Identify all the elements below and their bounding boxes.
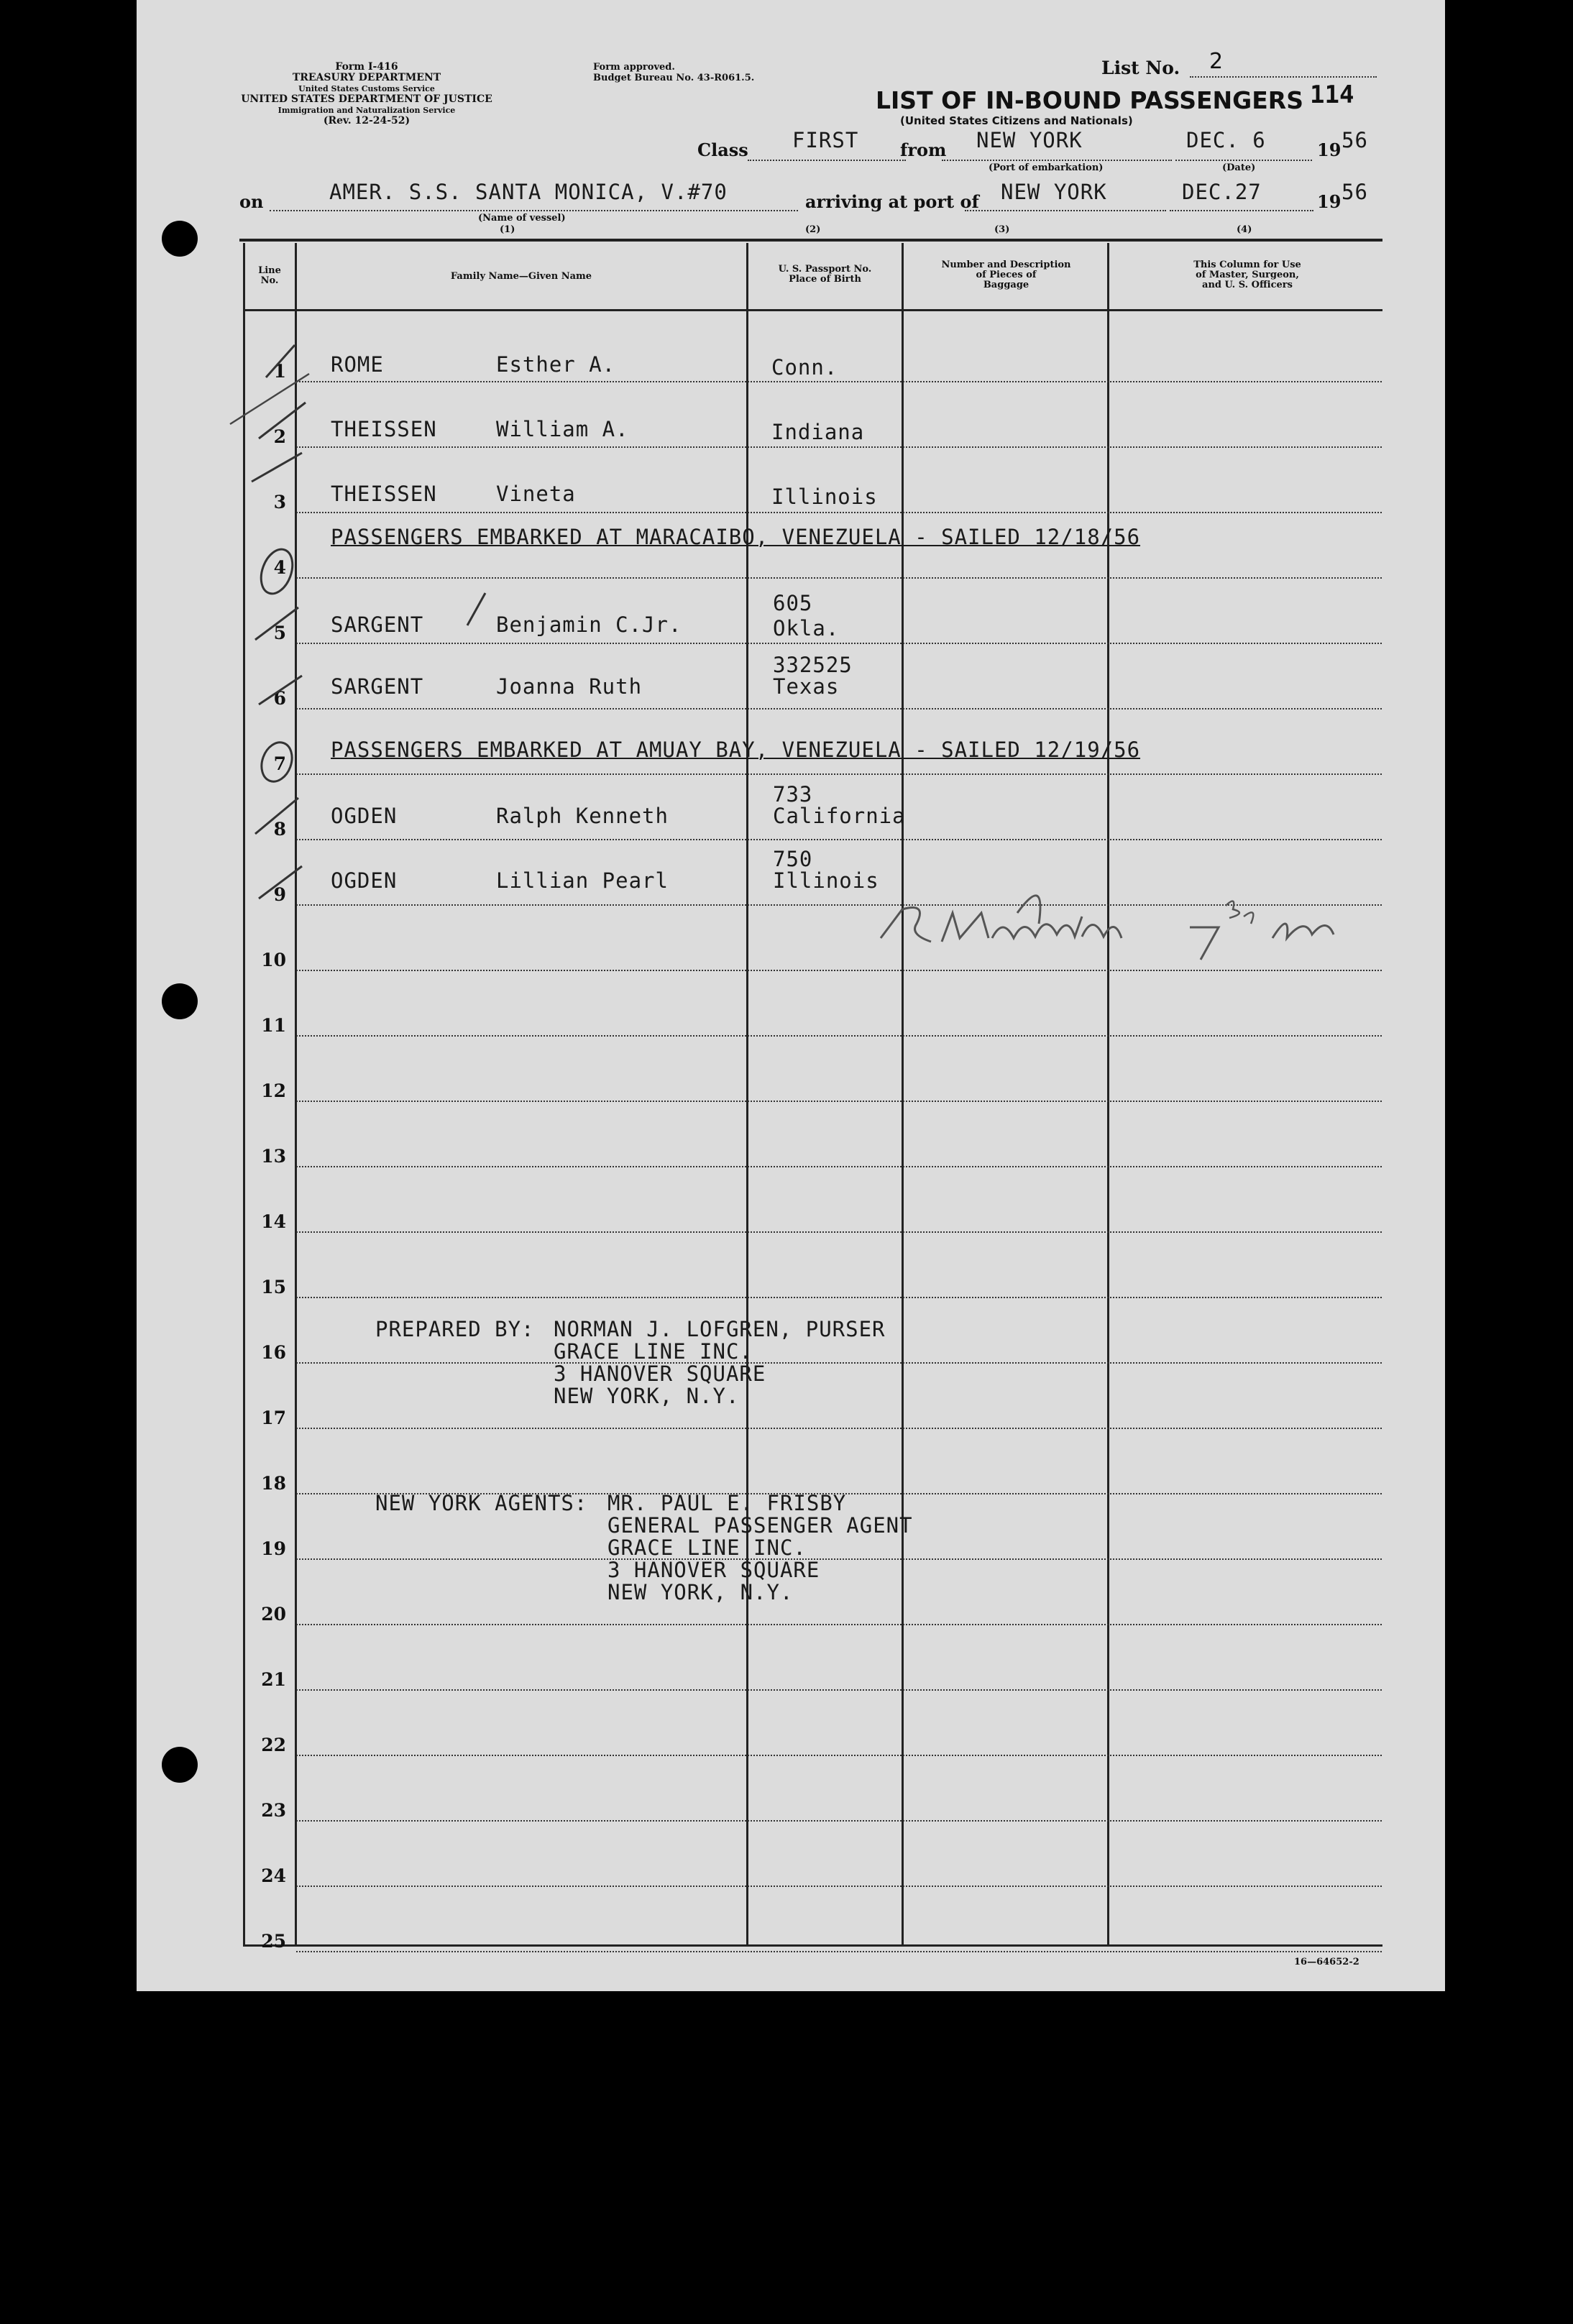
given-name: Lillian Pearl: [496, 868, 669, 893]
row-dotted-line: [296, 446, 1382, 448]
arrival-date-line: [1170, 210, 1313, 211]
line-number: 25: [261, 1931, 286, 1952]
line-number: 2: [273, 426, 286, 447]
line-number: 1: [273, 361, 286, 382]
line-number: 16: [261, 1342, 286, 1363]
birth-place: Illinois: [771, 484, 878, 509]
port-caption: (Port of embarkation): [989, 162, 1104, 173]
family-name: THEISSEN: [331, 417, 437, 441]
passport-number: 733: [773, 782, 813, 807]
agents-line: 3 HANOVER SQUARE: [607, 1558, 820, 1582]
header-line-no: Line No.: [258, 265, 281, 286]
line-number: 13: [261, 1146, 286, 1167]
birth-place: Okla.: [773, 616, 840, 640]
row-dotted-line: [296, 1820, 1382, 1822]
embark-note: PASSENGERS EMBARKED AT AMUAY BAY, VENEZUELA - SAILED 12/19/56: [331, 738, 1141, 762]
given-name: Vineta: [496, 482, 576, 506]
line-number: 22: [261, 1735, 286, 1755]
from-line: [942, 160, 1172, 161]
row-dotted-line: [296, 1428, 1382, 1429]
name-col-divider: [746, 243, 748, 1947]
line-number: 15: [261, 1277, 286, 1298]
passport-number: 605: [773, 591, 813, 615]
row-dotted-line: [296, 643, 1382, 644]
line-number: 4: [273, 557, 286, 578]
page-number: 114: [1310, 81, 1354, 109]
family-name: ROME: [331, 352, 384, 377]
given-name: Ralph Kenneth: [496, 804, 669, 828]
form-service2: Immigration and Naturalization Service: [278, 106, 456, 115]
line-number: 5: [273, 623, 286, 643]
punch-hole: [162, 1747, 198, 1783]
line-number: 8: [273, 819, 286, 840]
row-dotted-line: [296, 1101, 1382, 1102]
line-number: 6: [273, 688, 286, 709]
class-value: FIRST: [792, 128, 859, 152]
given-name: William A.: [496, 417, 629, 441]
embark-note: PASSENGERS EMBARKED AT MARACAIBO, VENEZUELA - SAILED 12/18/56: [331, 525, 1141, 549]
arrival-port: NEW YORK: [1001, 180, 1107, 204]
prepared-by-line: GRACE LINE INC.: [554, 1339, 753, 1364]
line-number: 17: [261, 1407, 286, 1428]
date-line: [1175, 160, 1312, 161]
agents-line: MR. PAUL E. FRISBY: [607, 1491, 847, 1515]
list-no-label: List No.: [1101, 58, 1180, 78]
page-title: LIST OF IN-BOUND PASSENGERS: [876, 86, 1303, 114]
line-number: 19: [261, 1538, 286, 1559]
caption-4: (4): [1237, 224, 1252, 235]
header-name: Family Name—Given Name: [450, 271, 592, 282]
approval-line: Form approved.: [593, 62, 675, 73]
row-dotted-line: [296, 773, 1382, 775]
handwritten-checkmarks: [216, 331, 331, 906]
line-number: 7: [273, 753, 286, 774]
class-label: Class: [697, 139, 748, 160]
handwritten-dashes: [460, 589, 503, 633]
arriving-label: arriving at port of: [805, 191, 979, 212]
agents-line: NEW YORK, N.Y.: [607, 1580, 794, 1604]
line-number: 24: [261, 1865, 286, 1886]
footer-code: 16—64652-2: [1294, 1957, 1359, 1967]
agents-label: NEW YORK AGENTS:: [375, 1491, 588, 1515]
row-dotted-line: [296, 1166, 1382, 1167]
row-dotted-line: [296, 1951, 1382, 1952]
line-number: 23: [261, 1800, 286, 1821]
manifest-sheet: [137, 0, 1445, 1991]
baggage-col-divider: [1107, 243, 1109, 1947]
prepared-by-line: NEW YORK, N.Y.: [554, 1384, 740, 1408]
line-number: 3: [273, 492, 286, 513]
form-number: Form I-416: [335, 61, 398, 73]
row-dotted-line: [296, 1297, 1382, 1298]
arrival-port-line: [965, 210, 1166, 211]
row-dotted-line: [296, 1231, 1382, 1233]
date-caption: (Date): [1222, 162, 1256, 173]
line-number: 12: [261, 1080, 286, 1101]
line-number: 9: [273, 884, 286, 905]
caption-2: (2): [805, 224, 821, 235]
header-passport: U. S. Passport No. Place of Birth: [778, 264, 872, 285]
birth-place: Texas: [773, 674, 840, 699]
vessel-caption: (Name of vessel): [478, 213, 566, 224]
prepared-by-line: NORMAN J. LOFGREN, PURSER: [554, 1317, 886, 1341]
line-number: 11: [261, 1015, 286, 1036]
form-service: United States Customs Service: [298, 84, 435, 93]
row-dotted-line: [296, 1035, 1382, 1037]
budget-bureau: Budget Bureau No. 43-R061.5.: [593, 73, 755, 83]
on-label: on: [239, 191, 264, 212]
year-prefix-2: 19: [1317, 191, 1342, 212]
line-number: 10: [261, 950, 286, 970]
page-subtitle: (United States Citizens and Nationals): [900, 114, 1133, 127]
birth-place: Conn.: [771, 355, 838, 380]
row-dotted-line: [296, 577, 1382, 579]
year-from: 56: [1342, 128, 1368, 152]
header-baggage: Number and Description of Pieces of Baggage: [941, 260, 1071, 290]
line-number: 21: [261, 1669, 286, 1690]
row-dotted-line: [296, 708, 1382, 709]
given-name: Esther A.: [496, 352, 616, 377]
given-name: Joanna Ruth: [496, 674, 643, 699]
punch-hole: [162, 221, 198, 257]
family-name: OGDEN: [331, 868, 398, 893]
caption-3: (3): [994, 224, 1010, 235]
approval-block: [593, 62, 754, 83]
form-block: [237, 62, 496, 127]
table-bottom-rule: [243, 1944, 1382, 1947]
passport-number: 332525: [773, 653, 853, 677]
line-number: 18: [261, 1473, 286, 1494]
form-dept: TREASURY DEPARTMENT: [292, 72, 441, 83]
family-name: THEISSEN: [331, 482, 437, 506]
vessel-name: AMER. S.S. SANTA MONICA, V.#70: [329, 180, 728, 204]
from-value: NEW YORK: [976, 128, 1083, 152]
caption-1: (1): [500, 224, 515, 235]
agents-line: GRACE LINE INC.: [607, 1535, 807, 1560]
birth-place: California: [773, 804, 906, 828]
prepared-by-line: 3 HANOVER SQUARE: [554, 1361, 766, 1386]
header-bottom-rule: [243, 309, 1382, 311]
date-from: DEC. 6: [1186, 128, 1266, 152]
arrival-date: DEC.27: [1182, 180, 1262, 204]
birth-place: Indiana: [771, 420, 865, 444]
row-dotted-line: [296, 1624, 1382, 1625]
given-name: Benjamin C.Jr.: [496, 612, 682, 637]
birth-place: Illinois: [773, 868, 879, 893]
officer-signature: [873, 873, 1362, 974]
form-dept2: UNITED STATES DEPARTMENT OF JUSTICE: [241, 93, 492, 105]
header-officers: This Column for Use of Master, Surgeon, and U. S. Officers: [1193, 260, 1301, 290]
line-number: 20: [261, 1604, 286, 1625]
row-dotted-line: [296, 1755, 1382, 1756]
family-name: OGDEN: [331, 804, 398, 828]
year-prefix: 19: [1317, 139, 1342, 160]
agents-line: GENERAL PASSENGER AGENT: [607, 1513, 913, 1538]
row-dotted-line: [296, 1558, 1382, 1560]
vessel-line: [270, 210, 798, 211]
form-rev: (Rev. 12-24-52): [323, 115, 411, 127]
year-arrival: 56: [1342, 180, 1368, 204]
passport-number: 750: [773, 847, 813, 871]
table-top-rule: [239, 239, 1382, 242]
row-dotted-line: [296, 1886, 1382, 1887]
prepared-by-label: PREPARED BY:: [375, 1317, 535, 1341]
family-name: SARGENT: [331, 612, 424, 637]
row-dotted-line: [296, 1689, 1382, 1691]
row-dotted-line: [296, 839, 1382, 840]
punch-hole: [162, 983, 198, 1019]
list-no-value: 2: [1209, 49, 1224, 74]
passport-col-divider: [902, 243, 904, 1947]
line-number: 14: [261, 1211, 286, 1232]
class-line: [748, 160, 906, 161]
family-name: SARGENT: [331, 674, 424, 699]
row-dotted-line: [296, 512, 1382, 513]
list-no-line: [1190, 76, 1377, 78]
from-label: from: [900, 139, 947, 160]
row-dotted-line: [296, 381, 1382, 382]
row-dotted-line: [296, 1362, 1382, 1364]
